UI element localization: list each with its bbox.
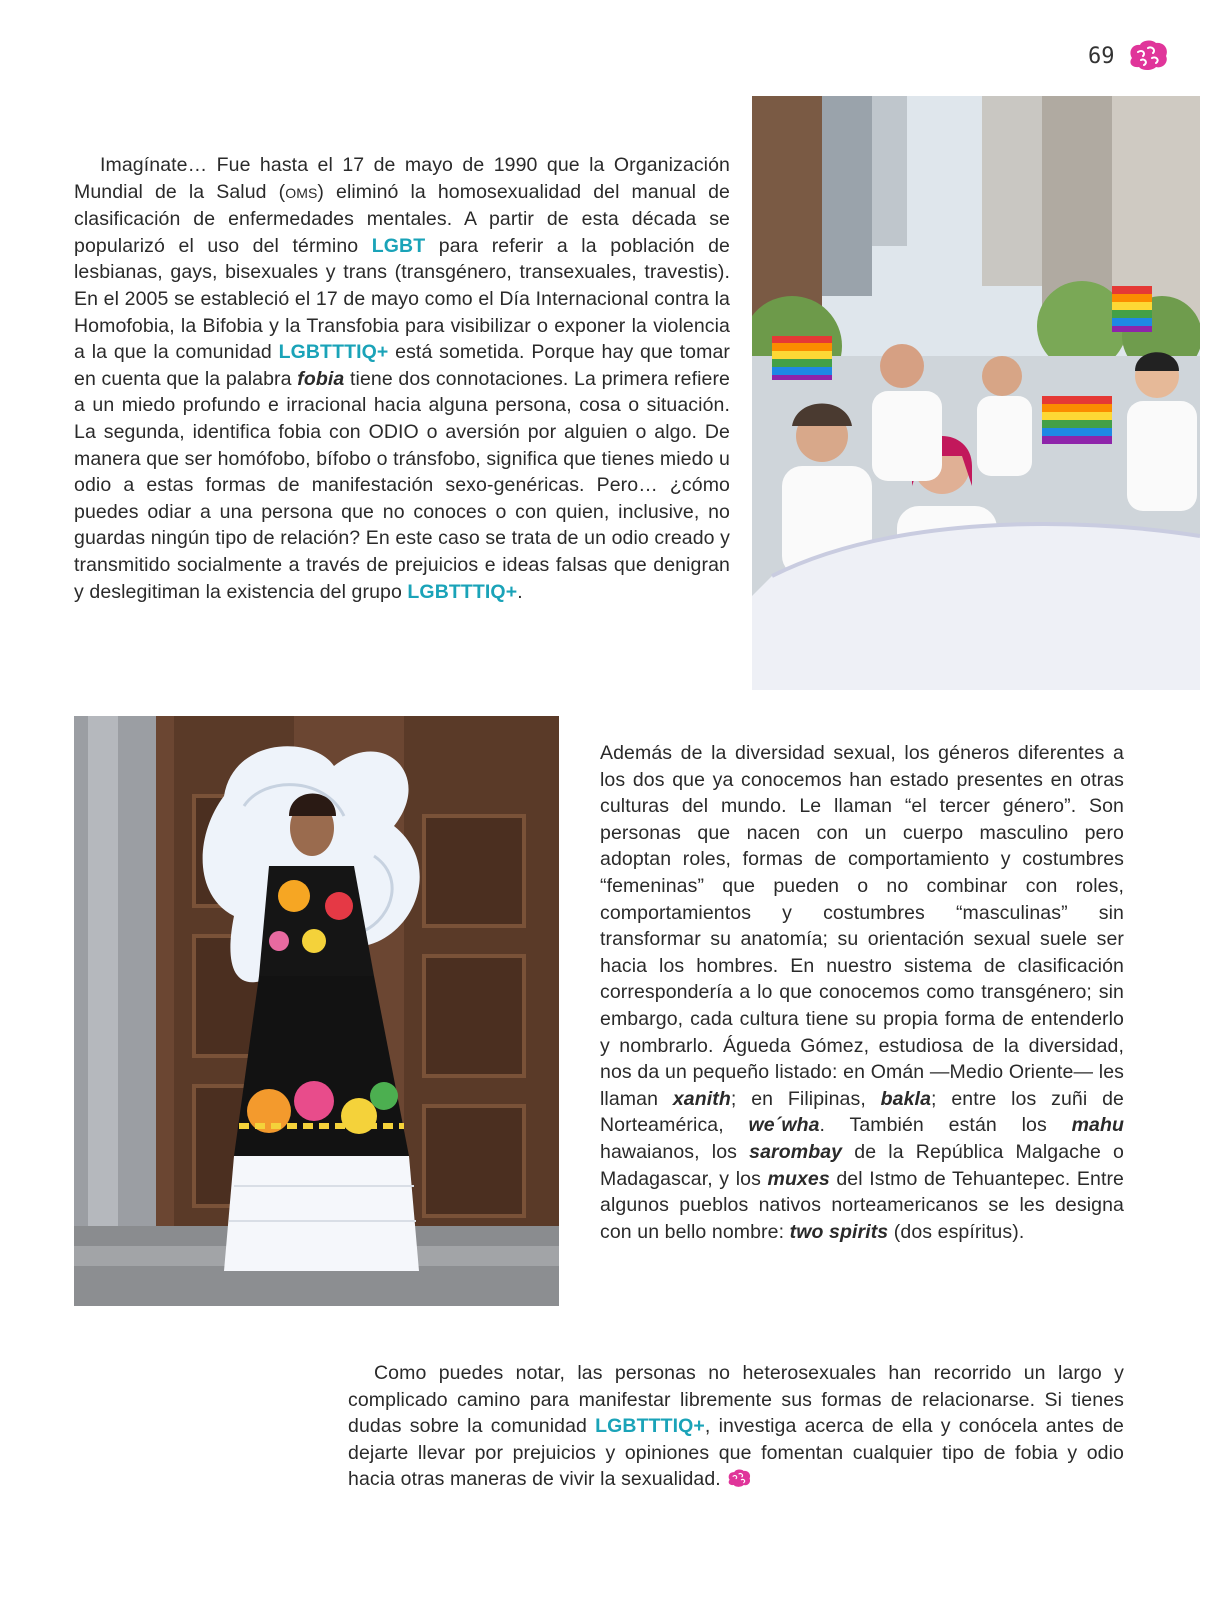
term-wewha: we´wha	[748, 1114, 820, 1137]
term-fobia: fobia	[297, 367, 345, 390]
intro-paragraph: Imagínate… Fue hasta el 17 de mayo de 1990 que la Organización Mundial de la Salud (OMS) eliminó la homosexualidad del manual de clasificación de enfermedades mentales. A partir de esta década se popularizó el uso del término LGBT para referir a la población de lesbianas, gays, bisexuales y trans (transgénero, transexuales, travestis). En el 2005 se estableció el 17 de mayo como el Día Internacional contra la Homofobia, la Bifobia y la Transfobia para visibilizar o exponer la violencia a la que la comunidad LGBTTTIQ+ está sometida. Porque hay que tomar en cuenta que la palabra fobia tiene dos connotaciones. La primera refiere a un miedo profundo e irracional hacia alguna persona, cosa o situación. La segunda, identifica fobia con ODIO o aversión por alguien o algo. De manera que ser homófobo, bífobo o tránsfobo, significa que tienes miedo u odio a estas formas de manifestación sexo-genéricas. Pero… ¿cómo puedes odiar a una persona que no conoces o con quien, inclusive, no guardas ningún tipo de relación? En este caso se trata de un odio creado y transmitido socialmente a través de prejuicios e ideas falsas que denigran y deslegitiman la existencia del grupo LGBTTTIQ+.	[74, 154, 730, 603]
keyword-lgbtttiq: LGBTTTIQ+	[407, 580, 518, 603]
term-sarombay: sarombay	[749, 1140, 843, 1163]
term-two-spirits: two spirits	[789, 1220, 889, 1243]
end-brain-icon	[726, 1468, 752, 1488]
term-xanith: xanith	[672, 1087, 731, 1110]
page-number: 69	[1088, 44, 1115, 69]
term-bakla: bakla	[880, 1087, 932, 1110]
third-gender-paragraph: Además de la diversidad sexual, los géneros diferentes a los dos que ya conocemos han estado presentes en otras culturas del mundo. Le llaman “el tercer género”. Son personas que nacen con un cuerpo masculino pero adoptan roles, formas de comportamiento y costumbres “femeninas” que pueden o no combinar con roles, comportamientos y costumbres “masculinas” sin transformar su anatomía; su orientación sexual suele ser hacia los hombres. En nuestro sistema de clasificación correspondería a lo que conocemos como transgénero; sin embargo, cada cultura tiene su propia forma de entenderlo y nombrarlo. Águeda Gómez, estudiosa de la diversidad, nos da un pequeño listado: en Omán —Medio Oriente— les llaman xanith; en Filipinas, bakla; entre los zuñi de Norteamérica, we´wha. También están los mahu hawaianos, los sarombay de la República Malgache o Madagascar, y los muxes del Istmo de Tehuantepec. Entre algunos pueblos nativos norteamericanos se les designa con un bello nombre: two spirits (dos espíritus).	[600, 742, 1125, 1243]
pink-brain-icon	[1126, 38, 1170, 72]
keyword-lgbtttiq: LGBTTTIQ+	[278, 341, 389, 364]
keyword-lgbt: LGBT	[371, 234, 426, 257]
closing-paragraph: Como puedes notar, las personas no heterosexuales han recorrido un largo y complicado camino para manifestar libremente sus formas de relacionarse. Si tienes dudas sobre la comunidad LGBTTTIQ+, investiga acerca de ella y conócela antes de dejarte llevar por prejuicios y opiniones que fomentan cualquier tipo de fobia y odio hacia otras maneras de vivir la sexualidad.	[348, 1362, 1124, 1491]
muxe-portrait-photo	[74, 716, 559, 1306]
keyword-lgbtttiq: LGBTTTIQ+	[595, 1415, 705, 1438]
term-mahu: mahu	[1071, 1114, 1124, 1137]
term-muxes: muxes	[767, 1167, 830, 1190]
pride-parade-photo	[752, 96, 1200, 690]
